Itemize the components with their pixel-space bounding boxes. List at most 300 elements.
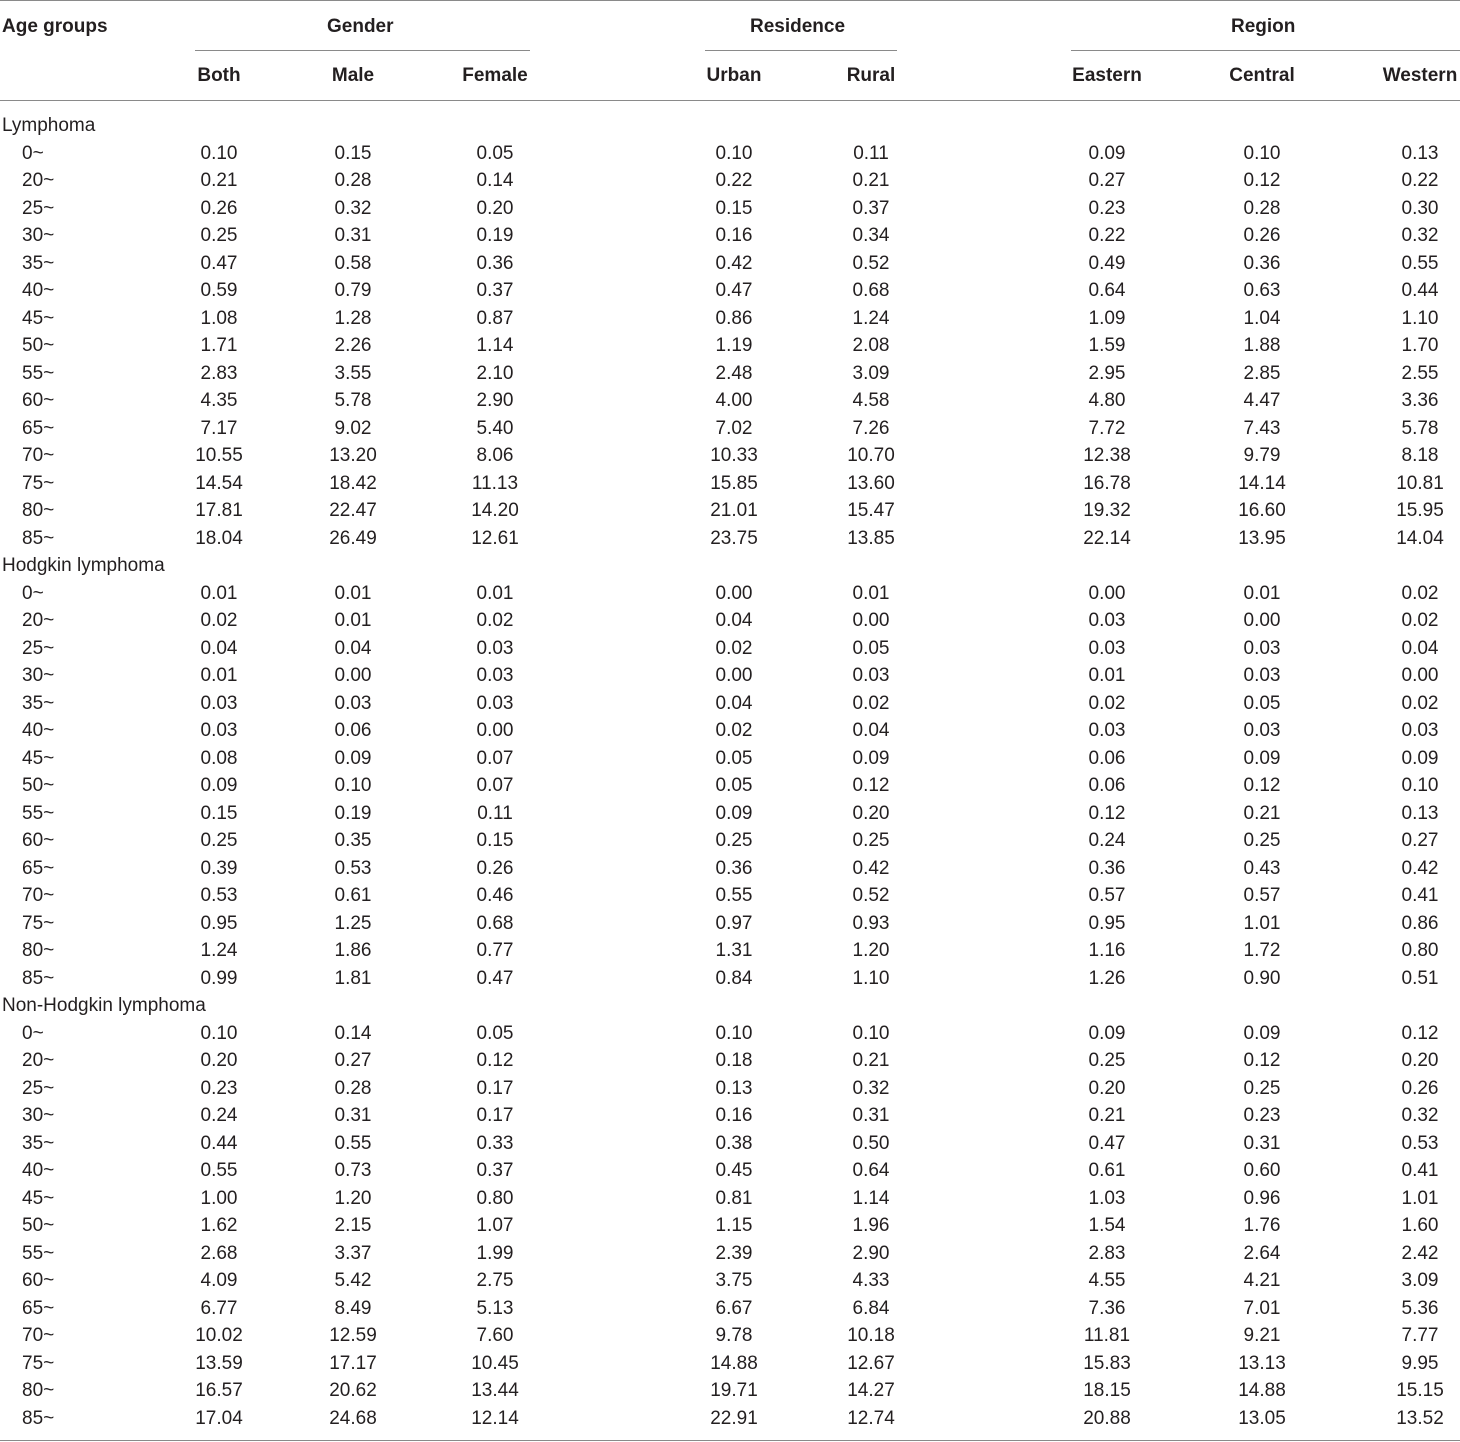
table-top-rule	[0, 0, 1460, 1]
cell-western: 8.18	[1401, 445, 1439, 466]
cell-both: 2.68	[200, 1242, 238, 1264]
cell-western: 0.27	[1401, 830, 1439, 851]
cell-female: 0.12	[476, 1050, 514, 1071]
gender-group-rule	[195, 50, 530, 51]
cell-central: 0.43	[1243, 857, 1281, 879]
cell-urban: 2.48	[715, 362, 753, 384]
cell-female: 8.06	[476, 445, 514, 466]
cell-rural: 13.60	[847, 472, 895, 494]
cell-male: 0.19	[334, 802, 372, 824]
cell-urban: 0.55	[715, 885, 753, 906]
cell-both: 0.59	[200, 280, 238, 301]
column-header-urban: Urban	[706, 65, 762, 86]
cell-urban: 0.16	[715, 1105, 753, 1126]
cell-urban: 0.05	[715, 775, 753, 796]
cell-central: 14.88	[1238, 1380, 1286, 1401]
age-group-cell: 25~	[22, 1077, 55, 1099]
cell-male: 0.31	[334, 225, 372, 246]
cell-rural: 7.26	[852, 417, 890, 439]
cell-eastern: 4.80	[1088, 390, 1126, 411]
cell-rural: 0.01	[852, 582, 890, 604]
cell-both: 0.99	[200, 967, 238, 989]
cell-central: 13.95	[1238, 527, 1286, 549]
cell-urban: 0.84	[715, 967, 753, 989]
cell-both: 0.24	[200, 1105, 238, 1126]
age-group-cell: 0~	[22, 142, 44, 164]
age-group-cell: 0~	[22, 582, 44, 604]
cell-female: 0.11	[477, 802, 513, 824]
cell-eastern: 0.12	[1088, 802, 1126, 824]
cell-both: 0.26	[200, 197, 238, 219]
cell-western: 1.10	[1401, 307, 1439, 329]
cell-male: 26.49	[329, 527, 377, 549]
cell-female: 0.36	[476, 252, 514, 274]
cell-western: 3.36	[1401, 390, 1439, 411]
age-group-cell: 60~	[22, 1270, 55, 1291]
cell-western: 7.77	[1401, 1325, 1439, 1346]
cell-eastern: 0.27	[1088, 170, 1126, 191]
cell-western: 0.00	[1401, 665, 1439, 686]
age-group-cell: 35~	[22, 252, 55, 274]
cell-both: 18.04	[195, 527, 243, 549]
cell-central: 13.05	[1238, 1407, 1286, 1429]
cell-eastern: 0.03	[1088, 720, 1126, 741]
cell-male: 0.58	[334, 252, 372, 274]
age-group-cell: 60~	[22, 390, 55, 411]
cell-urban: 0.42	[715, 252, 753, 274]
cell-male: 1.20	[334, 1187, 372, 1209]
cell-male: 0.55	[334, 1132, 372, 1154]
cell-western: 1.70	[1401, 335, 1439, 356]
age-group-cell: 40~	[22, 280, 55, 301]
cell-both: 0.01	[200, 665, 238, 686]
cell-male: 0.03	[334, 692, 372, 714]
cell-both: 0.53	[200, 885, 238, 906]
cell-western: 0.44	[1401, 280, 1439, 301]
cell-rural: 4.33	[852, 1270, 890, 1291]
age-group-cell: 75~	[22, 1352, 55, 1374]
cell-eastern: 0.09	[1088, 142, 1126, 164]
cell-urban: 0.18	[715, 1050, 753, 1071]
cell-urban: 23.75	[710, 527, 758, 549]
cell-urban: 19.71	[710, 1380, 758, 1401]
age-group-cell: 70~	[22, 1325, 55, 1346]
cell-eastern: 0.03	[1088, 610, 1126, 631]
cell-rural: 0.12	[852, 775, 890, 796]
cell-male: 3.55	[334, 362, 372, 384]
cell-male: 0.28	[334, 170, 372, 191]
cell-western: 5.78	[1401, 417, 1439, 439]
age-group-cell: 60~	[22, 830, 55, 851]
cell-female: 0.03	[476, 692, 514, 714]
section-label: Non-Hodgkin lymphoma	[2, 995, 206, 1016]
cell-western: 0.41	[1401, 1160, 1439, 1181]
cell-male: 20.62	[329, 1380, 377, 1401]
cell-eastern: 0.03	[1088, 637, 1126, 659]
age-group-cell: 20~	[22, 1050, 55, 1071]
cell-male: 9.02	[334, 417, 372, 439]
cell-eastern: 0.20	[1088, 1077, 1126, 1099]
cell-central: 1.04	[1243, 307, 1281, 329]
cell-eastern: 0.22	[1088, 225, 1126, 246]
cell-eastern: 16.78	[1083, 472, 1131, 494]
cell-both: 0.25	[200, 830, 238, 851]
cell-urban: 0.25	[715, 830, 753, 851]
age-group-cell: 65~	[22, 857, 55, 879]
cell-eastern: 1.09	[1088, 307, 1126, 329]
cell-rural: 2.08	[852, 335, 890, 356]
cell-urban: 0.04	[715, 692, 753, 714]
cell-rural: 3.09	[852, 362, 890, 384]
cell-both: 0.25	[200, 225, 238, 246]
cell-rural: 0.25	[852, 830, 890, 851]
cell-both: 0.02	[200, 610, 238, 631]
cell-western: 15.15	[1396, 1380, 1444, 1401]
cell-western: 0.41	[1401, 885, 1439, 906]
cell-female: 13.44	[471, 1380, 519, 1401]
cell-central: 0.12	[1243, 170, 1281, 191]
cell-eastern: 0.57	[1088, 885, 1126, 906]
cell-urban: 0.00	[715, 582, 753, 604]
cell-eastern: 0.06	[1088, 775, 1126, 796]
cell-western: 0.02	[1401, 582, 1439, 604]
cell-urban: 0.86	[715, 307, 753, 329]
cell-both: 0.04	[200, 637, 238, 659]
cell-female: 0.14	[476, 170, 514, 191]
age-group-cell: 45~	[22, 1187, 55, 1209]
cell-rural: 1.96	[852, 1215, 890, 1236]
cell-urban: 0.15	[715, 197, 753, 219]
cell-both: 0.44	[200, 1132, 238, 1154]
cell-central: 7.43	[1243, 417, 1281, 439]
cell-male: 0.31	[334, 1105, 372, 1126]
cell-urban: 0.16	[715, 225, 753, 246]
cell-male: 2.15	[334, 1215, 372, 1236]
cell-eastern: 0.01	[1088, 665, 1126, 686]
age-group-cell: 80~	[22, 500, 55, 521]
cell-urban: 0.10	[715, 142, 753, 164]
age-group-cell: 40~	[22, 1160, 55, 1181]
column-header-eastern: Eastern	[1072, 65, 1142, 86]
cell-eastern: 7.72	[1088, 417, 1126, 439]
cell-female: 0.33	[476, 1132, 514, 1154]
column-header-central: Central	[1229, 65, 1295, 86]
cell-rural: 0.20	[852, 802, 890, 824]
cell-western: 0.53	[1401, 1132, 1439, 1154]
cell-male: 17.17	[329, 1352, 377, 1374]
cell-western: 0.04	[1401, 637, 1439, 659]
cell-central: 0.60	[1243, 1160, 1281, 1181]
cell-urban: 0.10	[715, 1022, 753, 1044]
cell-urban: 0.05	[715, 747, 753, 769]
cell-western: 0.10	[1401, 775, 1439, 796]
cell-male: 1.81	[334, 967, 372, 989]
cell-western: 0.02	[1401, 692, 1439, 714]
cell-central: 0.09	[1243, 747, 1281, 769]
cell-western: 2.42	[1401, 1242, 1439, 1264]
cell-both: 0.21	[200, 170, 238, 191]
cell-rural: 0.50	[852, 1132, 890, 1154]
cell-female: 12.61	[471, 527, 519, 549]
cell-eastern: 1.03	[1088, 1187, 1126, 1209]
cell-both: 6.77	[200, 1297, 238, 1319]
cell-western: 2.55	[1401, 362, 1439, 384]
cell-female: 1.07	[476, 1215, 514, 1236]
age-group-cell: 40~	[22, 720, 55, 741]
cell-central: 0.90	[1243, 967, 1281, 989]
cell-both: 0.39	[200, 857, 238, 879]
cell-western: 0.32	[1401, 1105, 1439, 1126]
age-group-cell: 0~	[22, 1022, 44, 1044]
cell-urban: 2.39	[715, 1242, 753, 1264]
cell-rural: 0.34	[852, 225, 890, 246]
cell-rural: 12.74	[847, 1407, 895, 1429]
cell-female: 0.37	[476, 1160, 514, 1181]
cell-female: 11.13	[471, 472, 519, 494]
cell-urban: 3.75	[715, 1270, 753, 1291]
cell-both: 1.62	[200, 1215, 238, 1236]
cell-both: 2.83	[200, 362, 238, 384]
cell-female: 0.68	[476, 912, 514, 934]
cell-both: 0.20	[200, 1050, 238, 1071]
cell-central: 1.76	[1243, 1215, 1281, 1236]
cell-central: 1.88	[1243, 335, 1281, 356]
age-group-cell: 50~	[22, 775, 55, 796]
cell-urban: 0.22	[715, 170, 753, 191]
table-header-rule	[0, 100, 1460, 101]
cell-rural: 0.11	[853, 142, 889, 164]
cell-urban: 14.88	[710, 1352, 758, 1374]
cell-central: 9.79	[1243, 445, 1281, 466]
cell-urban: 0.97	[715, 912, 753, 934]
cell-both: 0.03	[200, 692, 238, 714]
cell-both: 0.95	[200, 912, 238, 934]
cell-rural: 4.58	[852, 390, 890, 411]
cell-western: 14.04	[1396, 527, 1444, 549]
column-header-western: Western	[1382, 65, 1458, 86]
cell-eastern: 19.32	[1083, 500, 1131, 521]
cell-eastern: 20.88	[1083, 1407, 1131, 1429]
cell-male: 3.37	[334, 1242, 372, 1264]
cell-female: 0.07	[476, 747, 514, 769]
cell-male: 0.00	[334, 665, 372, 686]
cell-male: 2.26	[334, 335, 372, 356]
cell-central: 0.21	[1243, 802, 1281, 824]
cell-eastern: 0.64	[1088, 280, 1126, 301]
cell-male: 0.61	[334, 885, 372, 906]
cell-female: 2.10	[476, 362, 514, 384]
cell-male: 0.35	[334, 830, 372, 851]
cell-both: 0.09	[200, 775, 238, 796]
header-region: Region	[1231, 16, 1296, 37]
cell-eastern: 0.24	[1088, 830, 1126, 851]
cell-rural: 10.18	[847, 1325, 895, 1346]
cell-female: 1.99	[476, 1242, 514, 1264]
cell-female: 0.05	[476, 1022, 514, 1044]
cell-central: 0.10	[1243, 142, 1281, 164]
cell-both: 0.10	[200, 142, 238, 164]
cell-western: 0.30	[1401, 197, 1439, 219]
cell-western: 0.09	[1401, 747, 1439, 769]
cell-eastern: 0.21	[1088, 1105, 1126, 1126]
cell-central: 1.01	[1243, 912, 1281, 934]
cell-both: 0.55	[200, 1160, 238, 1181]
cell-eastern: 1.26	[1088, 967, 1126, 989]
cell-eastern: 0.49	[1088, 252, 1126, 274]
cell-both: 10.55	[195, 445, 243, 466]
cell-western: 0.13	[1401, 802, 1439, 824]
cell-rural: 12.67	[847, 1352, 895, 1374]
cell-female: 0.46	[476, 885, 514, 906]
cell-both: 17.81	[195, 500, 243, 521]
cell-central: 4.21	[1243, 1270, 1281, 1291]
cell-eastern: 0.02	[1088, 692, 1126, 714]
cell-western: 1.60	[1401, 1215, 1439, 1236]
cell-eastern: 0.23	[1088, 197, 1126, 219]
cell-western: 15.95	[1396, 500, 1444, 521]
cell-rural: 0.52	[852, 252, 890, 274]
cell-male: 0.01	[334, 610, 372, 631]
cell-central: 1.72	[1243, 940, 1281, 961]
cell-male: 0.28	[334, 1077, 372, 1099]
cell-rural: 10.70	[847, 445, 895, 466]
section-label: Hodgkin lymphoma	[2, 555, 165, 576]
cell-male: 0.01	[334, 582, 372, 604]
cell-rural: 0.21	[852, 1050, 890, 1071]
cell-rural: 0.42	[852, 857, 890, 879]
cell-both: 0.47	[200, 252, 238, 274]
cell-central: 7.01	[1243, 1297, 1281, 1319]
cell-central: 2.64	[1243, 1242, 1281, 1264]
cell-female: 7.60	[476, 1325, 514, 1346]
cell-rural: 1.24	[852, 307, 890, 329]
cell-eastern: 2.83	[1088, 1242, 1126, 1264]
age-group-cell: 45~	[22, 307, 55, 329]
cell-male: 0.06	[334, 720, 372, 741]
cell-female: 0.17	[476, 1077, 514, 1099]
cell-female: 0.80	[476, 1187, 514, 1209]
cell-both: 1.08	[200, 307, 238, 329]
cell-rural: 0.02	[852, 692, 890, 714]
residence-group-rule	[705, 50, 897, 51]
cell-female: 0.26	[476, 857, 514, 879]
age-group-cell: 25~	[22, 197, 55, 219]
cell-urban: 9.78	[715, 1325, 753, 1346]
cell-female: 0.37	[476, 280, 514, 301]
cell-male: 0.73	[334, 1160, 372, 1181]
cell-eastern: 22.14	[1083, 527, 1131, 549]
cell-female: 5.40	[476, 417, 514, 439]
age-group-cell: 75~	[22, 472, 55, 494]
cell-male: 24.68	[329, 1407, 377, 1429]
cell-eastern: 0.00	[1088, 582, 1126, 604]
cell-central: 0.26	[1243, 225, 1281, 246]
cell-both: 4.35	[200, 390, 238, 411]
cell-male: 13.20	[329, 445, 377, 466]
cell-western: 9.95	[1401, 1352, 1439, 1374]
cell-rural: 0.31	[852, 1105, 890, 1126]
cell-male: 0.14	[334, 1022, 372, 1044]
column-header-both: Both	[197, 65, 241, 86]
cell-female: 14.20	[471, 500, 519, 521]
cell-western: 0.12	[1401, 1022, 1439, 1044]
cell-urban: 0.02	[715, 720, 753, 741]
cell-eastern: 0.06	[1088, 747, 1126, 769]
cell-rural: 0.04	[852, 720, 890, 741]
cell-both: 1.24	[200, 940, 238, 961]
cell-urban: 0.47	[715, 280, 753, 301]
cell-central: 0.96	[1243, 1187, 1281, 1209]
age-group-cell: 80~	[22, 940, 55, 961]
cell-rural: 1.10	[852, 967, 890, 989]
cell-eastern: 0.47	[1088, 1132, 1126, 1154]
cell-western: 5.36	[1401, 1297, 1439, 1319]
cell-female: 0.15	[476, 830, 514, 851]
cell-male: 1.28	[334, 307, 372, 329]
age-group-cell: 45~	[22, 747, 55, 769]
cell-rural: 0.64	[852, 1160, 890, 1181]
cell-central: 2.85	[1243, 362, 1281, 384]
cell-male: 5.78	[334, 390, 372, 411]
cell-female: 1.14	[476, 335, 514, 356]
cell-male: 12.59	[329, 1325, 377, 1346]
cell-urban: 7.02	[715, 417, 753, 439]
age-group-cell: 25~	[22, 637, 55, 659]
age-group-cell: 85~	[22, 527, 55, 549]
cell-eastern: 4.55	[1088, 1270, 1126, 1291]
cell-female: 0.87	[476, 307, 514, 329]
cell-eastern: 2.95	[1088, 362, 1126, 384]
cell-urban: 21.01	[710, 500, 758, 521]
cell-central: 0.25	[1243, 1077, 1281, 1099]
cell-eastern: 0.36	[1088, 857, 1126, 879]
cell-urban: 0.09	[715, 802, 753, 824]
cell-male: 0.09	[334, 747, 372, 769]
cell-eastern: 15.83	[1083, 1352, 1131, 1374]
cell-male: 0.27	[334, 1050, 372, 1071]
cell-central: 0.00	[1243, 610, 1281, 631]
cell-male: 22.47	[329, 500, 377, 521]
cell-eastern: 0.25	[1088, 1050, 1126, 1071]
cell-central: 9.21	[1243, 1325, 1281, 1346]
cell-urban: 10.33	[710, 445, 758, 466]
cell-female: 0.77	[476, 940, 514, 961]
cell-western: 0.02	[1401, 610, 1439, 631]
cell-urban: 6.67	[715, 1297, 753, 1319]
column-header-female: Female	[462, 65, 528, 86]
cell-central: 0.03	[1243, 720, 1281, 741]
cell-both: 1.00	[200, 1187, 238, 1209]
cell-urban: 0.00	[715, 665, 753, 686]
cell-both: 16.57	[195, 1380, 243, 1401]
cell-male: 0.10	[334, 775, 372, 796]
cell-western: 0.42	[1401, 857, 1439, 879]
cell-central: 0.23	[1243, 1105, 1281, 1126]
cell-both: 0.23	[200, 1077, 238, 1099]
age-group-cell: 20~	[22, 610, 55, 631]
cell-rural: 0.03	[852, 665, 890, 686]
cell-female: 2.75	[476, 1270, 514, 1291]
cell-rural: 0.32	[852, 1077, 890, 1099]
cell-both: 0.10	[200, 1022, 238, 1044]
section-label: Lymphoma	[2, 115, 96, 136]
cell-rural: 0.05	[852, 637, 890, 659]
cell-female: 0.20	[476, 197, 514, 219]
age-group-cell: 30~	[22, 1105, 55, 1126]
header-gender: Gender	[327, 16, 394, 37]
cell-western: 0.26	[1401, 1077, 1439, 1099]
age-group-cell: 85~	[22, 967, 55, 989]
